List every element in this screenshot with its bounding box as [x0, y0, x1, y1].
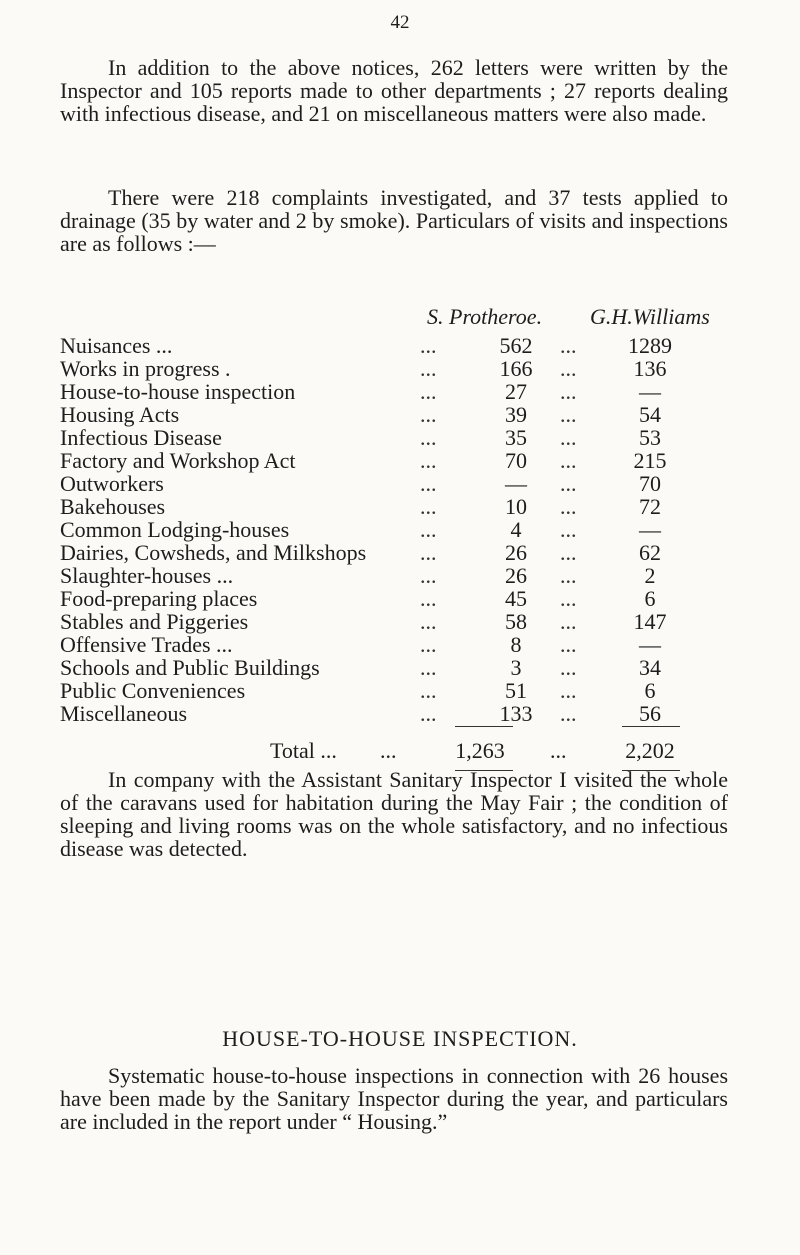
leader-dots: ... — [560, 632, 577, 657]
paragraph-letters: In addition to the above notices, 262 letters were written by the Inspector and 105 reports made to other departments ; 27 reports dealing with infectious disease, and 21 on miscellaneous matters were also made. — [60, 55, 728, 126]
protheroe-value: 39 — [505, 402, 527, 427]
leader-dots: ... — [560, 609, 577, 634]
williams-value: 72 — [639, 494, 661, 519]
table-row — [60, 610, 760, 633]
williams-value: 54 — [639, 402, 661, 427]
leader-dots: ... — [420, 563, 437, 588]
williams-value: — — [639, 379, 661, 404]
protheroe-value: — — [505, 471, 527, 496]
table-row — [60, 334, 760, 357]
table-row — [60, 656, 760, 679]
section-heading: HOUSE-TO-HOUSE INSPECTION. — [222, 1026, 578, 1051]
table-row — [60, 380, 760, 403]
row-label: Bakehouses — [60, 494, 166, 519]
protheroe-value: 166 — [499, 356, 533, 381]
row-label: Infectious Disease — [60, 425, 222, 450]
leader-dots: ... — [550, 738, 567, 763]
protheroe-value: 27 — [505, 379, 527, 404]
leader-dots: ... — [420, 540, 437, 565]
leader-dots: ... — [420, 379, 437, 404]
leader-dots: ... — [420, 425, 437, 450]
leader-dots: ... — [560, 586, 577, 611]
leader-dots: ... — [420, 356, 437, 381]
leader-dots: ... — [560, 655, 577, 680]
table-row — [60, 679, 760, 702]
williams-value: — — [639, 632, 661, 657]
leader-dots: ... — [560, 494, 577, 519]
leader-dots: ... — [560, 563, 577, 588]
protheroe-value: 58 — [505, 609, 527, 634]
leader-dots: ... — [560, 678, 577, 703]
total-protheroe: 1,263 — [455, 738, 505, 763]
paragraph-house-inspection: Systematic house-to-house inspections in connection with 26 houses have been made by the Sanitary Inspector during the year, and particulars are included in the report under “ Housing.” — [60, 1063, 728, 1134]
protheroe-value: 8 — [510, 632, 522, 657]
leader-dots: ... — [420, 678, 437, 703]
table-row — [60, 518, 760, 541]
row-label: Slaughter-houses ... — [60, 563, 234, 588]
leader-dots: ... — [560, 540, 577, 565]
leader-dots: ... — [420, 632, 437, 657]
table-row — [60, 633, 760, 656]
leader-dots: ... — [560, 402, 577, 427]
protheroe-value: 45 — [505, 586, 527, 611]
leader-dots: ... — [420, 586, 437, 611]
inspections-table — [60, 334, 760, 725]
williams-value: 53 — [639, 425, 661, 450]
table-row — [60, 403, 760, 426]
row-label: Housing Acts — [60, 402, 180, 427]
row-label: House-to-house inspection — [60, 379, 296, 404]
leader-dots: ... — [560, 517, 577, 542]
williams-value: 34 — [639, 655, 661, 680]
row-label: Offensive Trades ... — [60, 632, 233, 657]
paragraph-caravans: In company with the Assistant Sanitary Inspector I visited the whole of the caravans used for habitation during the May Fair ; the condition of sleeping and living rooms was on the whole satisfactory, and no infectious disease was detected. — [60, 767, 728, 861]
table-row — [60, 426, 760, 449]
leader-dots: ... — [420, 494, 437, 519]
williams-value: 70 — [639, 471, 661, 496]
protheroe-value: 133 — [499, 701, 533, 726]
leader-dots: ... — [560, 356, 577, 381]
williams-value: 56 — [639, 701, 661, 726]
table-row — [60, 357, 760, 380]
table-row — [60, 541, 760, 564]
total-rule — [455, 726, 513, 727]
leader-dots: ... — [380, 738, 397, 763]
protheroe-value: 70 — [505, 448, 527, 473]
leader-dots: ... — [420, 609, 437, 634]
williams-value: 215 — [633, 448, 667, 473]
column-header-williams: G.H.Williams — [590, 304, 710, 329]
row-label: Dairies, Cowsheds, and Milkshops — [60, 540, 367, 565]
row-label: Works in progress . — [60, 356, 231, 381]
leader-dots: ... — [420, 448, 437, 473]
williams-value: 2 — [644, 563, 656, 588]
table-row — [60, 702, 760, 725]
table-row — [60, 564, 760, 587]
paragraph-complaints: There were 218 complaints investigated, and 37 tests applied to drainage (35 by water and 2 by smoke). Particulars of visits and inspections are as follows :— — [60, 185, 728, 256]
leader-dots: ... — [420, 471, 437, 496]
page-number: 42 — [390, 12, 410, 33]
table-row — [60, 472, 760, 495]
row-label: Food-preparing places — [60, 586, 258, 611]
total-label: Total ... — [270, 738, 337, 763]
row-label: Miscellaneous — [60, 701, 188, 726]
williams-value: — — [639, 517, 661, 542]
leader-dots: ... — [420, 517, 437, 542]
table-row — [60, 449, 760, 472]
leader-dots: ... — [560, 425, 577, 450]
column-header-protheroe: S. Protheroe. — [427, 304, 543, 329]
williams-value: 1289 — [628, 333, 672, 358]
williams-value: 6 — [644, 586, 656, 611]
williams-value: 62 — [639, 540, 661, 565]
leader-dots: ... — [560, 379, 577, 404]
row-label: Nuisances ... — [60, 333, 173, 358]
row-label: Stables and Piggeries — [60, 609, 249, 634]
row-label: Common Lodging-houses — [60, 517, 290, 542]
leader-dots: ... — [560, 333, 577, 358]
row-label: Factory and Workshop Act — [60, 448, 296, 473]
row-label: Public Conveniences — [60, 678, 246, 703]
row-label: Schools and Public Buildings — [60, 655, 320, 680]
leader-dots: ... — [560, 448, 577, 473]
total-rule — [622, 726, 680, 727]
leader-dots: ... — [420, 402, 437, 427]
williams-value: 147 — [633, 609, 667, 634]
leader-dots: ... — [560, 471, 577, 496]
protheroe-value: 3 — [510, 655, 522, 680]
protheroe-value: 35 — [505, 425, 527, 450]
table-row — [60, 495, 760, 518]
protheroe-value: 562 — [499, 333, 533, 358]
protheroe-value: 51 — [505, 678, 527, 703]
williams-value: 136 — [633, 356, 667, 381]
williams-value: 6 — [644, 678, 656, 703]
total-williams: 2,202 — [625, 738, 675, 763]
leader-dots: ... — [560, 701, 577, 726]
protheroe-value: 26 — [505, 540, 527, 565]
table-row — [60, 587, 760, 610]
leader-dots: ... — [420, 701, 437, 726]
row-label: Outworkers — [60, 471, 164, 496]
leader-dots: ... — [420, 655, 437, 680]
leader-dots: ... — [420, 333, 437, 358]
protheroe-value: 4 — [510, 517, 522, 542]
protheroe-value: 26 — [505, 563, 527, 588]
protheroe-value: 10 — [505, 494, 527, 519]
